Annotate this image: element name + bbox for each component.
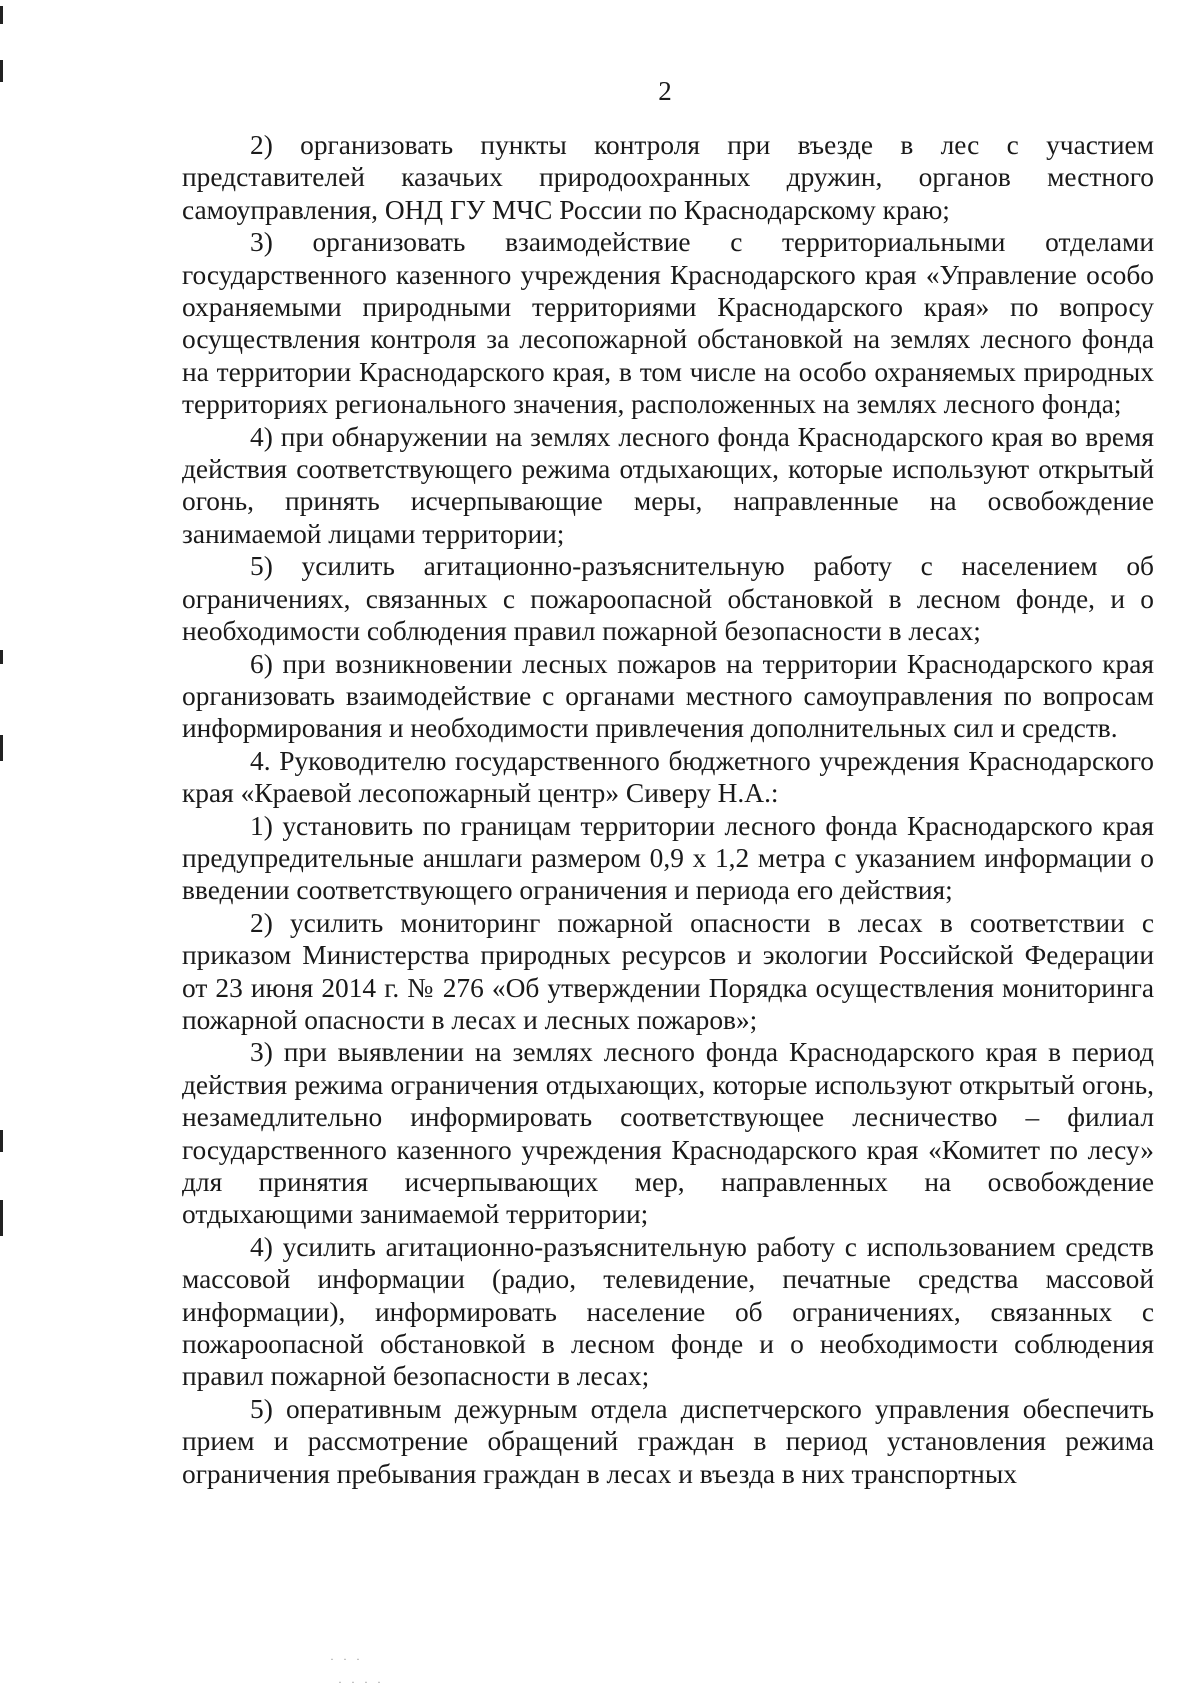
scan-speck: · · · · [338, 1675, 384, 1689]
paragraph: 2) усилить мониторинг пожарной опасности в лесах в соответствии с приказом Министерства природных ресурсов и экологии Российской Федерации от 23 июня 2014 г. № 276 «Об утверждении Порядка осуществления мониторинга пожарной опасности в лесах и лесных пожаров»; [182, 907, 1154, 1035]
page-number: 2 [658, 76, 672, 106]
scan-edge-mark [0, 1130, 3, 1152]
paragraph: 5) усилить агитационно-разъяснительную работу с населением об ограничениях, связанных с пожароопасной обстановкой в лесном фонде, и о необходимости соблюдения правил пожарной безопасности в лесах; [182, 551, 1154, 647]
scan-edge-mark [0, 735, 3, 761]
scan-edge-mark [0, 1200, 3, 1236]
paragraph: 1) установить по границам территории лесного фонда Краснодарского края предупредительные аншлаги размером 0,9 х 1,2 метра с указанием информации о введении соответствующего ограничения и периода его действия; [182, 810, 1154, 906]
paragraph: 2) организовать пункты контроля при въезде в лес с участием представителей казачьих природоохранных дружин, органов местного самоуправления, ОНД ГУ МЧС России по Краснодарскому краю; [182, 130, 1154, 225]
scan-edge-mark [0, 6, 3, 24]
paragraph: 6) при возникновении лесных пожаров на территории Краснодарского края организовать взаимодействие с органами местного самоуправления по вопросам информирования и необходимости привлечения дополнительных сил и средств. [182, 648, 1154, 744]
document-body [182, 129, 1154, 1490]
paragraph: 3) при выявлении на землях лесного фонда Краснодарского края в период действия режима ограничения отдыхающих, которые используют открытый огонь, незамедлительно информировать соответствующее лесничество – филиал государственного казенного учреждения Краснодарского края «Комитет по лесу» для принятия исчерпывающих мер, направленных на освобождение отдыхающими занимаемой территории; [182, 1037, 1154, 1230]
scan-edge-mark [0, 650, 3, 664]
paragraph: 5) оперативным дежурным отдела диспетчерского управления обеспечить прием и рассмотрение обращений граждан в период установления режима ограничения пребывания граждан в лесах и въезда в них транспортных [182, 1393, 1154, 1489]
scan-speck: · · · [330, 1652, 363, 1666]
paragraph: 3) организовать взаимодействие с территориальными отделами государственного казенного учреждения Краснодарского края «Управление особо охраняемыми природными территориями Краснодарского края» по вопросу осуществления контроля за лесопожарной обстановкой на землях лесного фонда на территории Краснодарского края, в том числе на особо охраняемых природных территориях регионального значения, расположенных на землях лесного фонда; [182, 227, 1154, 420]
paragraph: 4) усилить агитационно-разъяснительную работу с использованием средств массовой информации (радио, телевидение, печатные средства массовой информации), информировать население об ограничениях, связанных с пожароопасной обстановкой в лесном фонде и о необходимости соблюдения правил пожарной безопасности в лесах; [182, 1231, 1154, 1392]
paragraph: 4. Руководителю государственного бюджетного учреждения Краснодарского края «Краевой лесопожарный центр» Сиверу Н.А.: [182, 745, 1154, 809]
paragraph: 4) при обнаружении на землях лесного фонда Краснодарского края во время действия соответствующего режима отдыхающих, которые используют открытый огонь, принять исчерпывающие меры, направленные на освобождение занимаемой лицами территории; [182, 421, 1154, 549]
